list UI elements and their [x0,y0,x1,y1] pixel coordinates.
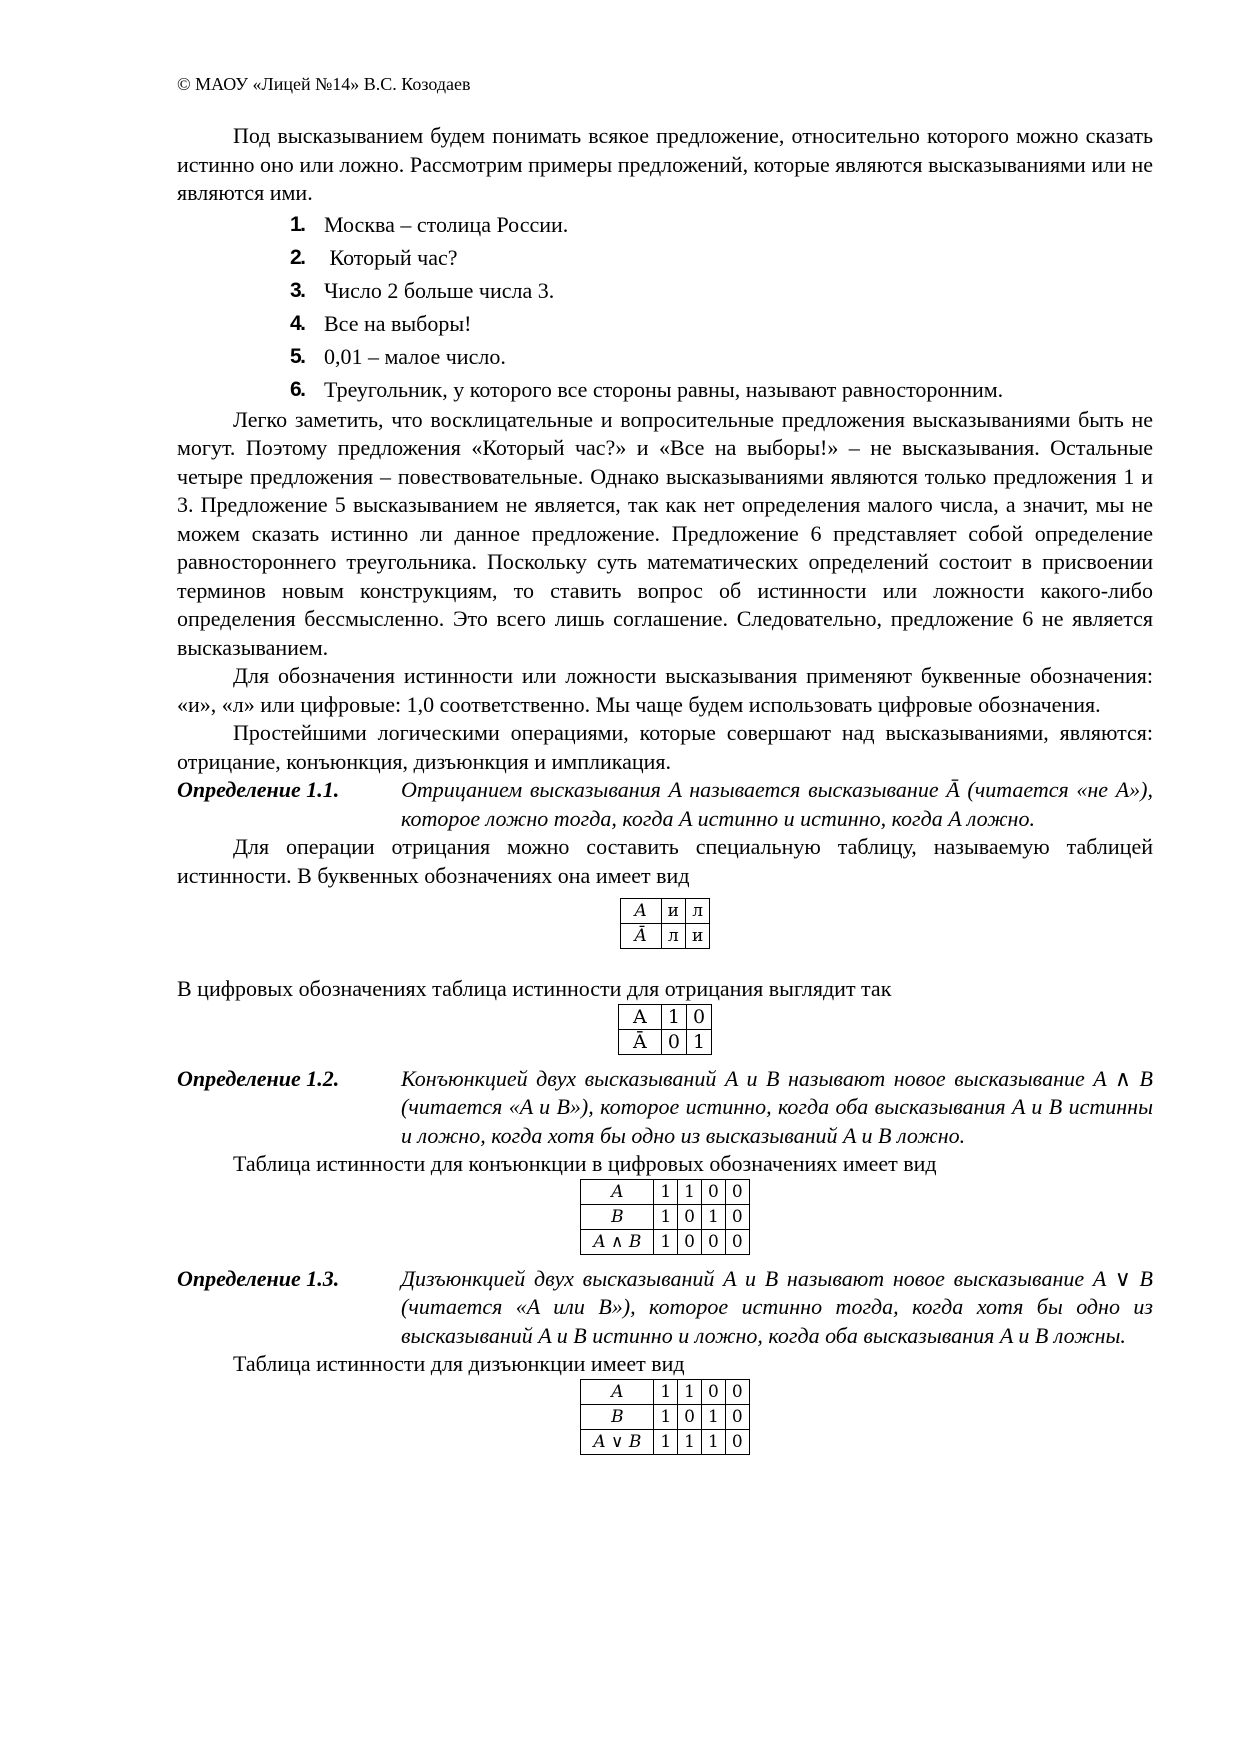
notation-paragraph: Для обозначения истинности или ложности высказывания применяют буквенные обозначения: «и», «л» или цифровые: 1,0 соответственно. Мы чаще будем использовать цифровые обозначения. [177,663,1153,717]
negation-digit-table [618,1004,712,1055]
table-row [581,1379,749,1404]
list-number: 3. [290,278,305,302]
list-number: 5. [290,344,305,368]
list-item [177,241,1153,274]
list-number: 2. [290,245,305,269]
table-cell: A ∨ B [581,1429,654,1454]
digit-negation-paragraph: В цифровых обозначениях таблица истинности для отрицания выглядит так [177,976,892,1001]
table-cell: 1 [702,1429,726,1454]
table-cell: 1 [661,1004,686,1029]
definition-text: Конъюнкцией двух высказываний A и B называют новое высказывание A ∧ B (читается «A и B»), которое истинно, когда оба высказывания A и B истинны и ложно, когда хотя бы одно из высказываний A и B ложно. [401,1065,1153,1148]
table-cell: 0 [725,1179,749,1204]
list-text: Который час? [324,244,458,270]
definition-1-1 [177,776,1153,833]
list-text: Москва – столица России. [324,211,569,237]
table-cell: 0 [725,1429,749,1454]
table-cell: и [661,899,685,924]
conjunction-table [580,1179,749,1255]
table-cell: A [620,899,661,924]
list-item [177,274,1153,307]
table-cell: 0 [725,1204,749,1229]
table-cell: и [686,924,710,949]
table-row [581,1429,749,1454]
table-cell: 0 [725,1404,749,1429]
list-item [177,373,1153,406]
table-cell: 1 [678,1379,702,1404]
page-header: © МАОУ «Лицей №14» В.С. Козодаев [177,74,471,94]
negation-letter-table [620,898,711,949]
table-cell: 1 [654,1429,678,1454]
table-row [581,1204,749,1229]
definition-text: Дизъюнкцией двух высказываний A и B называют новое высказывание A ∨ B (читается «A или B»), которое истинно тогда, когда хотя бы одно из высказываний A и B истинно и ложно, когда оба высказывания A и B ложны. [401,1265,1153,1348]
table-cell: 1 [678,1179,702,1204]
definition-label: Определение 1.3. [177,1265,340,1291]
definition-label: Определение 1.2. [177,1065,340,1091]
table-cell: 1 [654,1179,678,1204]
table-cell: 0 [702,1179,726,1204]
table-row [620,924,710,949]
table-cell: л [686,899,710,924]
table-cell: 0 [702,1229,726,1254]
list-text: 0,01 – малое число. [324,343,506,369]
list-number: 4. [290,311,305,335]
list-item [177,208,1153,241]
table-cell: 0 [725,1229,749,1254]
table-cell: B [581,1404,654,1429]
definition-text: Отрицанием высказывания A называется высказывание Ā (читается «не A»), которое ложно тогда, когда A истинно и истинно, когда A ложно. [401,777,1153,831]
table-cell: 1 [702,1404,726,1429]
table-cell: 1 [702,1204,726,1229]
list-item [177,307,1153,340]
table-row [618,1029,711,1054]
table-cell: 0 [725,1379,749,1404]
definition-1-2 [177,1065,1153,1151]
table-row [581,1179,749,1204]
definition-1-3 [177,1265,1153,1351]
table-cell: 0 [687,1004,712,1029]
list-text: Все на выборы! [324,310,472,336]
table-row [581,1229,749,1254]
table-row [581,1404,749,1429]
table-cell: Ā [620,924,661,949]
operations-paragraph: Простейшими логическими операциями, которые совершают над высказываниями, являются: отрицание, конъюнкция, дизъюнкция и импликация. [177,720,1153,774]
table-cell: 0 [661,1029,686,1054]
table-cell: 1 [654,1204,678,1229]
list-number: 1. [290,212,305,236]
disjunction-table-intro: Таблица истинности для дизъюнкции имеет вид [233,1351,685,1376]
table-cell: 0 [702,1379,726,1404]
table-cell: B [581,1204,654,1229]
document-body [177,122,1153,1455]
table-cell: 0 [678,1404,702,1429]
table-cell: л [661,924,685,949]
table-cell: 0 [678,1204,702,1229]
analysis-paragraph: Легко заметить, что восклицательные и вопросительные предложения высказываниями быть не могут. Поэтому предложения «Который час?» и «Все на выборы!» – не высказывания. Остальные четыре предложения – повествовательные. Однако высказываниями являются только предложения 1 и 3. Предложение 5 высказыванием не является, так как нет определения малого числа, а значит, мы не можем сказать истинно ли данное предложение. Предложение 6 представляет собой определение равностороннего треугольника. Поскольку суть математических определений состоит в присвоении терминов новым конструкциям, то ставить вопрос об истинности или ложности какого-либо определения бессмысленно. Это всего лишь соглашение. Следовательно, предложение 6 не является высказыванием. [177,406,1153,660]
intro-paragraph: Под высказыванием будем понимать всякое предложение, относительно которого можно сказать истинно оно или ложно. Рассмотрим примеры предложений, которые являются высказываниями или не являются ими. [177,123,1153,205]
table-cell: 1 [654,1379,678,1404]
table-cell: 1 [687,1029,712,1054]
table-cell: 1 [654,1229,678,1254]
list-text: Треугольник, у которого все стороны равны, называют равносторонним. [324,376,1004,402]
table-cell: 0 [678,1229,702,1254]
table-intro-paragraph: Для операции отрицания можно составить специальную таблицу, называемую таблицей истинности. В буквенных обозначениях она имеет вид [177,834,1153,888]
table-row [618,1004,711,1029]
list-item [177,340,1153,373]
definition-label: Определение 1.1. [177,777,340,802]
table-cell: A [618,1004,661,1029]
table-row [620,899,710,924]
table-cell: 1 [654,1404,678,1429]
table-cell: A [581,1179,654,1204]
examples-list [177,208,1153,406]
table-cell: Ā [618,1029,661,1054]
disjunction-table [580,1379,749,1455]
table-cell: A ∧ B [581,1229,654,1254]
table-cell: A [581,1379,654,1404]
table-cell: 1 [678,1429,702,1454]
list-number: 6. [290,377,305,401]
conjunction-table-intro: Таблица истинности для конъюнкции в цифровых обозначениях имеет вид [233,1151,937,1176]
list-text: Число 2 больше числа 3. [324,277,555,303]
